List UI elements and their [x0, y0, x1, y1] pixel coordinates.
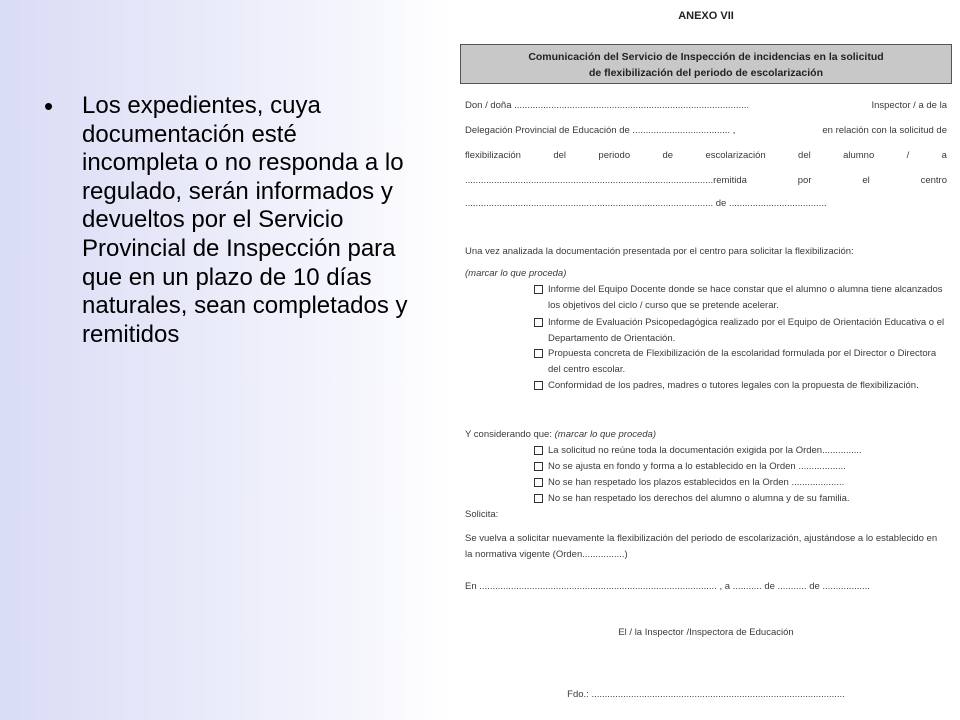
bullet-item	[44, 92, 414, 349]
form-line-3-word: del	[798, 150, 811, 161]
form-line-2-left: Delegación Provincial de Educación de ..................................... ,	[465, 125, 736, 136]
checklist-item-text: Informe del Equipo Docente donde se hace constar que el alumno o alumna tiene alcanzados los objetivos del ciclo / curso que se pretende acelerar.	[548, 284, 943, 311]
request-text: Se vuelva a solicitar nuevamente la flexibilización del periodo de escolarización, ajustándose a lo establecido en la normativa vigente (Orden................)	[465, 533, 938, 560]
form-line-1	[465, 100, 947, 111]
form-line-3-word: alumno	[843, 150, 875, 161]
annex-document	[452, 0, 960, 720]
checklist-item-text: No se han respetado los derechos del alumno o alumna y de su familia.	[548, 493, 850, 504]
bullet-text: Los expedientes, cuya documentación esté incompleta o no responda a lo regulado, serán informados y devueltos por el Servicio Provincial de Inspección para que en un plazo de 10 días naturales, sean completados y remitidos	[82, 92, 408, 348]
header-line-2: de flexibilización del periodo de escolarización	[589, 67, 823, 79]
checklist-item	[548, 491, 948, 507]
checklist-item-text: No se han respetado los plazos establecidos en la Orden ....................	[548, 477, 845, 488]
form-line-3-word: del	[553, 150, 567, 161]
checklist-item-text: Informe de Evaluación Psicopedagógica realizado por el Equipo de Orientación Educativa o el Departamento de Orientación.	[548, 317, 945, 344]
bullet-icon: •	[44, 91, 54, 121]
checkbox-icon	[534, 494, 543, 503]
considering-label: Y considerando que:	[465, 429, 552, 440]
form-line-3-word: periodo	[598, 150, 631, 161]
annex-title: ANEXO VII	[678, 10, 734, 22]
checklist-item	[548, 346, 948, 377]
checkbox-icon	[534, 349, 543, 358]
form-line-3-word: /	[906, 150, 910, 161]
checklist-item-text: Conformidad de los padres, madres o tutores legales con la propuesta de flexibilización.	[548, 380, 919, 391]
form-line-3-word: escolarización	[705, 150, 766, 161]
signature-line: Fdo.: ................................................................................................	[567, 689, 845, 700]
form-line-1-right: Inspector / a de la	[871, 100, 947, 111]
form-line-3-word: flexibilización	[465, 150, 521, 161]
considering-mark: (marcar lo que proceda)	[554, 429, 657, 440]
checklist-item	[548, 459, 948, 475]
checklist-item-text: No se ajusta en fondo y forma a lo establecido en la Orden ..................	[548, 461, 846, 472]
document-header	[460, 44, 952, 84]
checkbox-icon	[534, 381, 543, 390]
checklist-item-text: La solicitud no reúne toda la documentación exigida por la Orden...............	[548, 445, 862, 456]
checkbox-icon	[534, 462, 543, 471]
checklist-item	[548, 282, 948, 313]
form-line-2-right: en relación con la solicitud de	[822, 125, 947, 136]
checklist-item-text: Propuesta concreta de Flexibilización de la escolaridad formulada por el Director o Directora del centro escolar.	[548, 348, 937, 375]
form-line-4	[465, 175, 947, 186]
checklist-item	[548, 378, 948, 394]
form-line-1-left: Don / doña .........................................................................................	[465, 100, 750, 111]
checklist-item	[548, 475, 948, 491]
checkbox-icon	[534, 446, 543, 455]
considering-line	[465, 429, 947, 440]
analyzed-text: Una vez analizada la documentación presentada por el centro para solicitar la flexibilización:	[465, 246, 854, 257]
checkbox-icon	[534, 318, 543, 327]
signatory-title: El / la Inspector /Inspectora de Educación	[618, 627, 794, 638]
header-line-1: Comunicación del Servicio de Inspección de incidencias en la solicitud	[528, 51, 884, 63]
form-line-5: .............................................................................................. de .....................................	[465, 198, 827, 209]
form-line-4-left: ..............................................................................................remitida	[465, 175, 747, 186]
form-line-3-word: a	[941, 150, 947, 161]
form-line-3	[465, 150, 947, 161]
checklist-item	[548, 443, 948, 459]
form-line-3-word: de	[662, 150, 674, 161]
checkbox-icon	[534, 478, 543, 487]
form-line-2	[465, 125, 947, 136]
slide-text-block	[44, 92, 414, 349]
form-line-4-word: por	[797, 175, 812, 186]
checkbox-icon	[534, 285, 543, 294]
solicita-label: Solicita:	[465, 509, 499, 520]
form-line-4-word: el	[862, 175, 870, 186]
form-line-4-right: centro	[920, 175, 947, 186]
mark-label: (marcar lo que proceda)	[465, 268, 567, 279]
place-date-line: En .......................................................................................... , a ........... de ........... de ..................	[465, 581, 870, 592]
checklist-item	[548, 315, 948, 346]
